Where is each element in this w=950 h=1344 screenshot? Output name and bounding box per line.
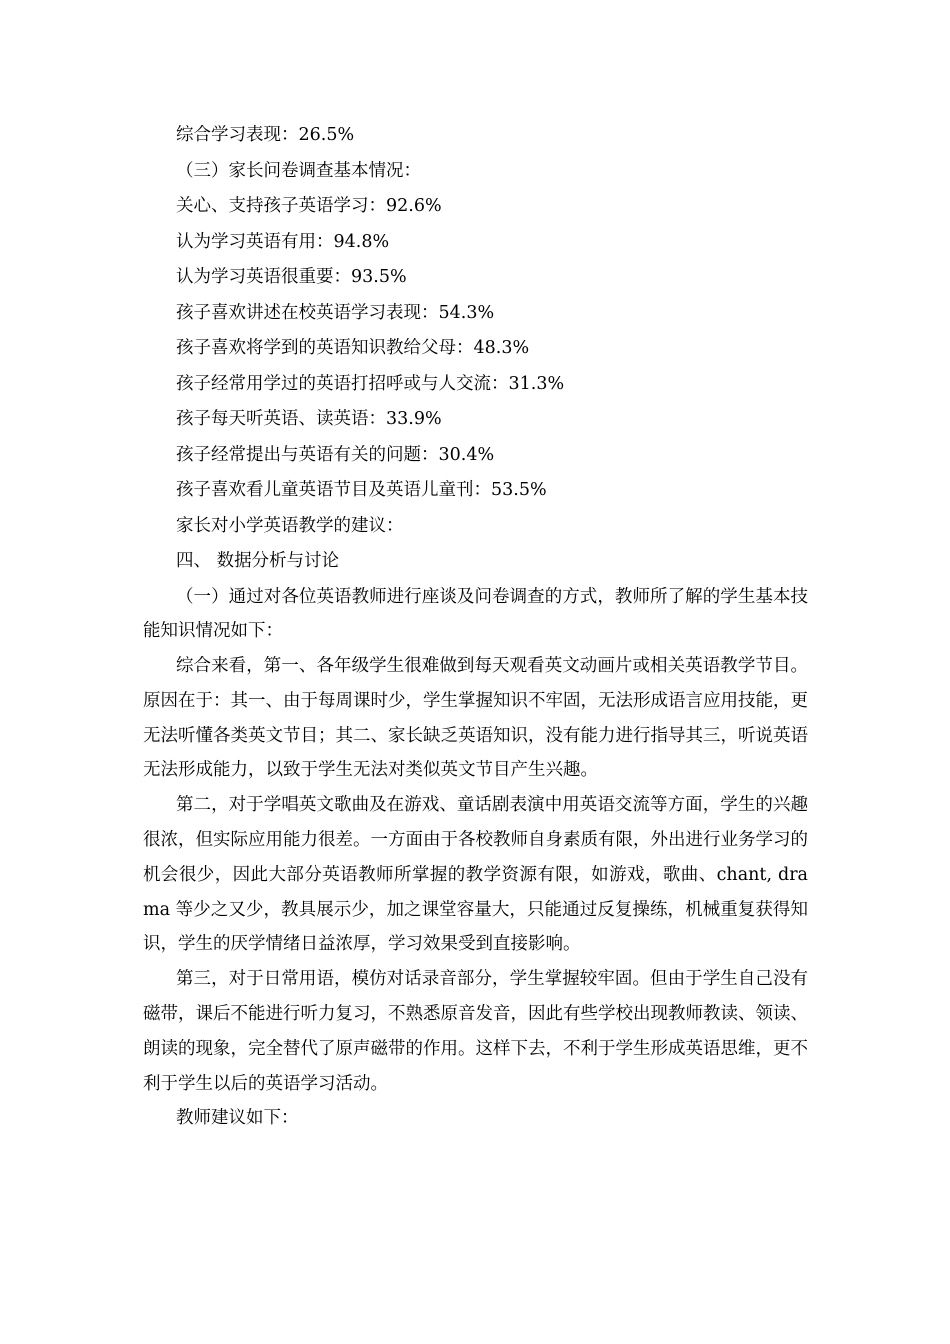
paragraph-third-finding: 第三，对于日常用语，模仿对话录音部分，学生掌握较牢固。但由于学生自己没有磁带，课后不能进行听力复习，不熟悉原音发音，因此有些学校出现教师教读、领读、朗读的现象，完全替代了原声磁带的作用。这样下去，不利于学生形成英语思维，更不利于学生以后的英语学习活动。 <box>143 969 808 1094</box>
stat-line-child-tells-school: 孩子喜欢讲述在校英语学习表现：54.3% <box>176 302 495 323</box>
section-heading-parent-survey: （三）家长问卷调查基本情况： <box>176 160 421 181</box>
document-body <box>143 118 808 1136</box>
stat-line-daily-listening-reading: 孩子每天听英语、读英语：33.9% <box>176 409 442 429</box>
stat-line-asks-english-questions: 孩子经常提出与英语有关的问题：30.4% <box>176 444 495 465</box>
paragraph-teacher-suggestions: 教师建议如下： <box>176 1108 299 1129</box>
stat-line-watches-english-programs: 孩子喜欢看儿童英语节目及英语儿童刊：53.5% <box>176 480 547 500</box>
stat-line-english-useful: 认为学习英语有用：94.8% <box>176 231 390 252</box>
heading-parent-suggestions: 家长对小学英语教学的建议： <box>176 515 404 536</box>
section-heading-data-analysis: 四、 数据分析与讨论 <box>176 551 340 571</box>
stat-line-child-teaches-parents: 孩子喜欢将学到的英语知识教给父母：48.3% <box>176 338 530 358</box>
stat-line-english-important: 认为学习英语很重要：93.5% <box>176 267 407 287</box>
stat-line-overall-performance: 综合学习表现：26.5% <box>176 125 355 145</box>
stat-line-parent-support: 关心、支持孩子英语学习：92.6% <box>176 196 442 216</box>
paragraph-second-finding: 第二，对于学唱英文歌曲及在游戏、童话剧表演中用英语交流等方面，学生的兴趣很浓，但实际应用能力很差。一方面由于各校教师自身素质有限，外出进行业务学习的机会很少，因此大部分英语教师所掌握的教学资源有限，如游戏，歌曲、chant, drama 等少之又少，教具展示少，加之课堂容量大，只能通过反复操练，机械重复获得知识，学生的厌学情绪日益浓厚，学习效果受到直接影响。 <box>143 795 808 955</box>
stat-line-child-greets-in-english: 孩子经常用学过的英语打招呼或与人交流：31.3% <box>176 373 565 394</box>
paragraph-teacher-survey-intro: （一）通过对各位英语教师进行座谈及问卷调查的方式，教师所了解的学生基本技能知识情况如下： <box>143 586 808 642</box>
paragraph-first-finding: 综合来看，第一、各年级学生很难做到每天观看英文动画片或相关英语教学节目。原因在于：其一、由于每周课时少，学生掌握知识不牢固，无法形成语言应用技能，更无法听懂各类英文节目；其二、家长缺乏英语知识，没有能力进行指导其三，听说英语无法形成能力，以致于学生无法对类似英文节目产生兴趣。 <box>143 656 808 781</box>
